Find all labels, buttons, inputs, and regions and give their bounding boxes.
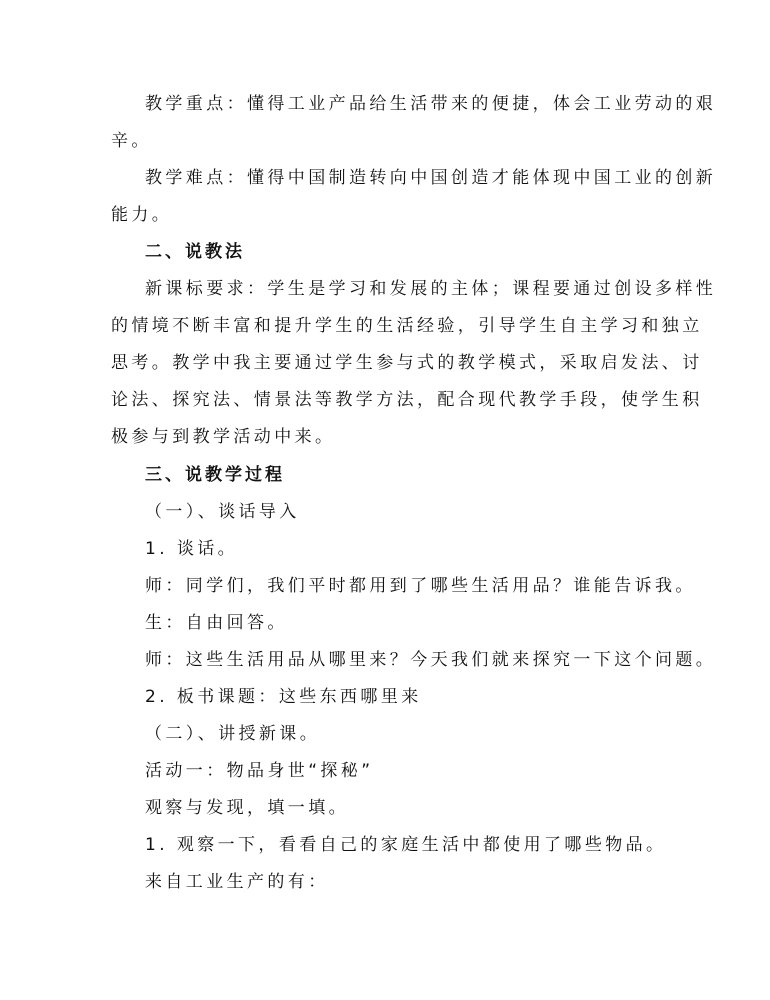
- method-line-2: 的情境不断丰富和提升学生的生活经验，引导学生自主学习和独立: [111, 316, 703, 336]
- step-1-line: 1. 谈话。: [145, 539, 239, 559]
- teacher-line-2: 师：这些生活用品从哪里来？今天我们就来探究一下这个问题。: [145, 650, 717, 670]
- method-line-1: 新课标要求：学生是学习和发展的主体；课程要通过创设多样性: [145, 279, 717, 299]
- teacher-line-1: 师：同学们，我们平时都用到了哪些生活用品？谁能告诉我。: [145, 576, 696, 596]
- subsection-heading-intro: （一）、谈话导入: [145, 502, 300, 522]
- method-line-5: 极参与到教学活动中来。: [111, 427, 336, 447]
- key-point-line-1: 教学重点：懂得工业产品给生活带来的便捷，体会工业劳动的艰: [145, 94, 717, 114]
- activity-1-title: 活动一：物品身世“探秘”: [145, 761, 374, 781]
- key-point-line-2: 辛。: [111, 131, 152, 151]
- method-line-4: 论法、探究法、情景法等教学方法，配合现代教学手段，使学生积: [111, 390, 703, 410]
- section-heading-teaching-method: 二、说教法: [145, 242, 245, 262]
- difficulty-line-2: 能力。: [111, 205, 173, 225]
- method-line-3: 思考。教学中我主要通过学生参与式的教学模式，采取启发法、讨: [111, 353, 703, 373]
- observe-step-1: 1. 观察一下，看看自己的家庭生活中都使用了哪些物品。: [145, 835, 667, 855]
- student-line: 生：自由回答。: [145, 613, 288, 633]
- industrial-products-line: 来自工业生产的有：: [145, 872, 329, 892]
- difficulty-line-1: 教学难点：懂得中国制造转向中国创造才能体现中国工业的创新: [145, 168, 717, 188]
- observe-line: 观察与发现，填一填。: [145, 798, 349, 818]
- subsection-heading-new-lesson: （二）、讲授新课。: [145, 724, 321, 744]
- section-heading-teaching-process: 三、说教学过程: [145, 465, 285, 485]
- step-2-line: 2. 板书课题：这些东西哪里来: [145, 687, 422, 707]
